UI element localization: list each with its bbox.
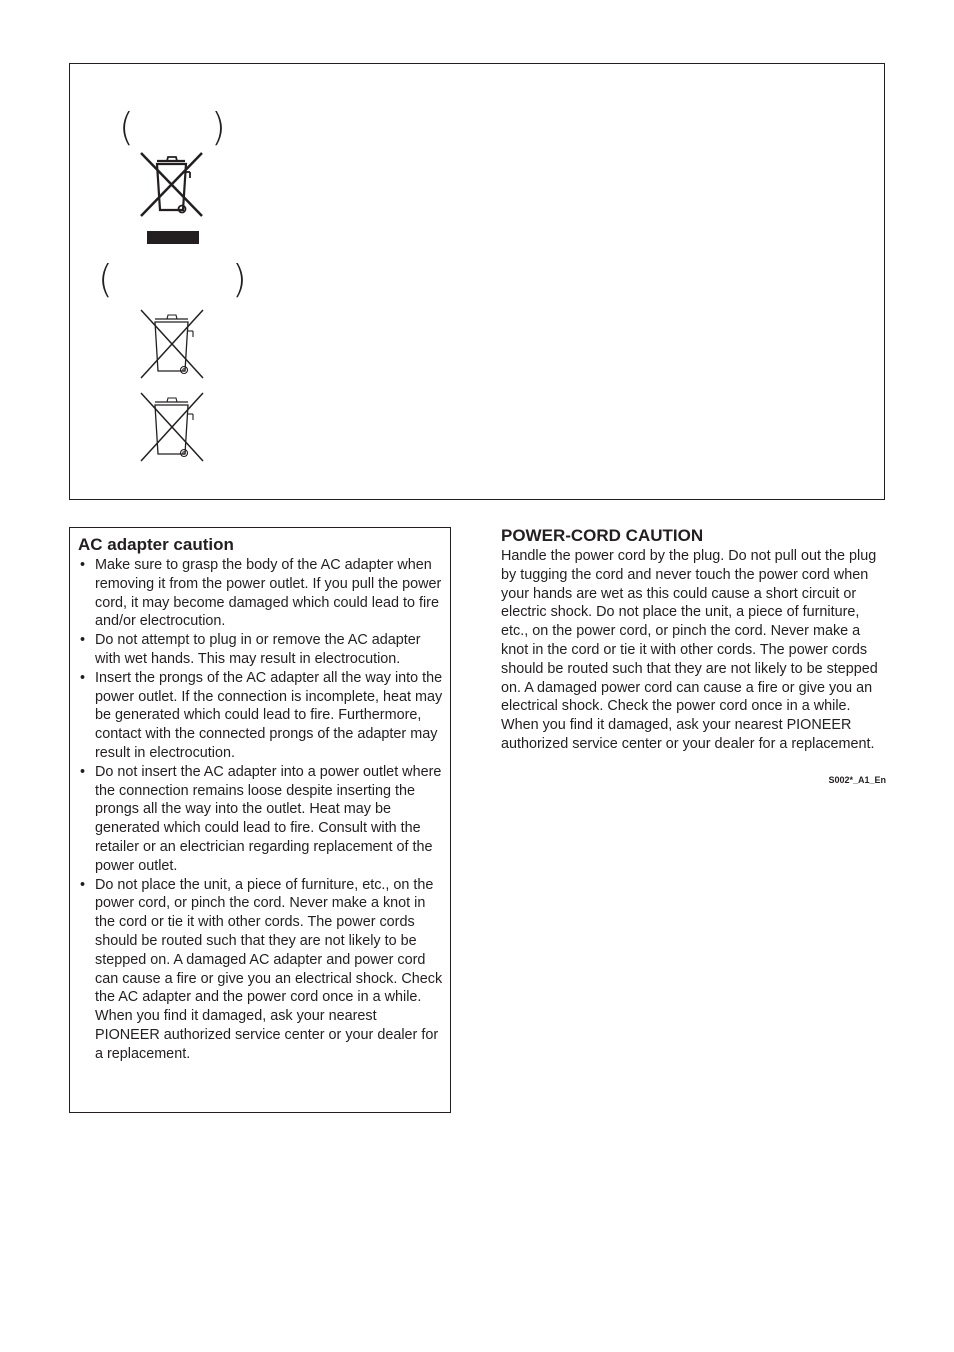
power-cord-caution-title: POWER-CORD CAUTION [501,526,704,545]
open-bracket: ( [98,257,113,301]
crossed-out-wheelie-bin-icon [140,392,204,462]
ac-adapter-caution-list [78,556,444,1064]
solid-bar-marker [147,231,199,244]
open-bracket: ( [119,105,134,149]
document-code: S002*_A1_En [828,775,886,785]
crossed-out-wheelie-bin-icon [140,309,204,379]
ac-adapter-caution-title: AC adapter caution [78,535,234,554]
list-item: • Do not place the unit, a piece of furniture, etc., on the power cord, or pinch the cord. Never make a knot in the cord or tie it with other cords. The power cords should be routed such that they are not likely to be stepped on. A damaged AC adapter and power cord can cause a fire or give you an electrical shock. Check the AC adapter and the power cord once in a while. When you find it damaged, ask your nearest PIONEER authorized service center or your dealer for a replacement. [78,876,444,1064]
list-item: • Do not attempt to plug in or remove the AC adapter with wet hands. This may result in electrocution. [78,631,444,669]
list-item: • Make sure to grasp the body of the AC adapter when removing it from the power outlet. If you pull the power cord, it may become damaged which could lead to fire and/or electrocution. [78,556,444,631]
close-bracket: ) [232,257,247,301]
power-cord-caution-body: Handle the power cord by the plug. Do not pull out the plug by tugging the cord and never touch the power cord when your hands are wet as this could cause a short circuit or electric shock. Do not place the unit, a piece of furniture, etc., on the power cord, or pinch the cord. Never make a knot in the cord or tie it with other cords. The power cords should be routed such that they are not likely to be stepped on. A damaged power cord can cause a fire or give you an electrical shock. Check the power cord once in a while. When you find it damaged, ask your nearest PIONEER authorized service center or your dealer for a replacement. [501,548,878,752]
close-bracket: ) [211,105,226,149]
ac-adapter-caution-box [69,527,451,1113]
list-item: • Insert the prongs of the AC adapter all the way into the power outlet. If the connection is incomplete, heat may be generated which could lead to fire. Furthermore, contact with the connected prongs of the adapter may result in electrocution. [78,669,444,763]
weee-disposal-box [69,63,885,500]
list-item: • Do not insert the AC adapter into a power outlet where the connection remains loose despite inserting the prongs all the way into the outlet. Heat may be generated which could lead to fire. Consult with the retailer or an electrician regarding replacement of the power outlet. [78,763,444,876]
crossed-out-wheelie-bin-icon [140,152,204,218]
